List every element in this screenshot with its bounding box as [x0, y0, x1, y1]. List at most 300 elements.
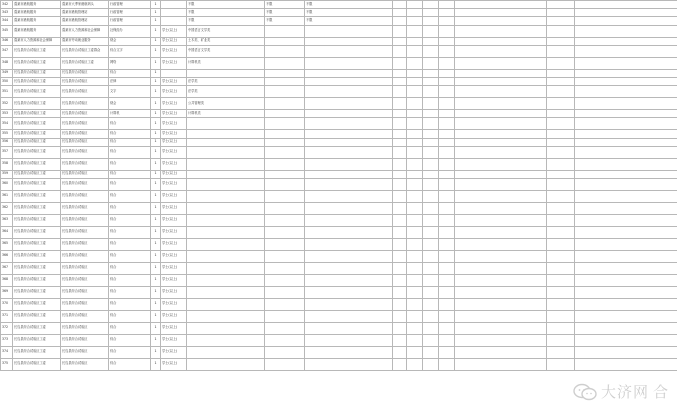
degree-cell: [265, 37, 305, 45]
requirement-cell: [305, 110, 393, 118]
row-index: 344: [1, 17, 13, 25]
field-1-cell: [393, 358, 407, 370]
requirement-cell: [305, 98, 393, 110]
unit-cell: 蓬莱市人力资源和社会保障: [61, 25, 109, 37]
field-2-cell: [407, 146, 423, 158]
major-cell: [187, 226, 265, 238]
degree-cell: [265, 146, 305, 158]
extra-cell: [575, 138, 677, 146]
extra-cell: [575, 322, 677, 334]
field-2-cell: [407, 45, 423, 57]
note-cell: [455, 322, 547, 334]
headcount-cell: 1: [151, 310, 161, 322]
table-row: [1, 1, 677, 9]
degree-cell: [265, 130, 305, 138]
field-3-cell: [423, 9, 439, 17]
degree-cell: [265, 250, 305, 262]
row-index: 358: [1, 158, 13, 170]
table-row: [1, 57, 677, 69]
unit-cell: 长岛县综合试验区: [61, 346, 109, 358]
headcount-cell: 1: [151, 226, 161, 238]
position-cell: 综合: [109, 274, 151, 286]
extra-cell: [575, 9, 677, 17]
note-cell: [455, 226, 547, 238]
major-cell: [187, 322, 265, 334]
headcount-cell: 1: [151, 25, 161, 37]
field-2-cell: [407, 358, 423, 370]
major-cell: [187, 346, 265, 358]
note-cell: [455, 37, 547, 45]
note-cell: [455, 98, 547, 110]
field-1-cell: [393, 310, 407, 322]
position-cell: 综合: [109, 322, 151, 334]
field-3-cell: [423, 118, 439, 130]
table-row: [1, 17, 677, 25]
education-cell: 学士(以上): [161, 214, 187, 226]
field-3-cell: [423, 170, 439, 178]
major-cell: 中国语言文学类: [187, 25, 265, 37]
headcount-cell: 1: [151, 214, 161, 226]
department-cell: 长岛县综合试验区工委: [13, 346, 61, 358]
field-2-cell: [407, 190, 423, 202]
field-1-cell: [393, 9, 407, 17]
row-index: 346: [1, 37, 13, 45]
field-2-cell: [407, 98, 423, 110]
row-index: 345: [1, 25, 13, 37]
requirement-cell: [305, 226, 393, 238]
degree-cell: [265, 69, 305, 77]
education-cell: 学士(以上): [161, 138, 187, 146]
row-index: 352: [1, 98, 13, 110]
requirement-cell: [305, 214, 393, 226]
headcount-cell: 1: [151, 262, 161, 274]
table-body: [1, 1, 677, 371]
field-3-cell: [423, 146, 439, 158]
position-cell: 综合: [109, 138, 151, 146]
unit-cell: 长岛县综合试验区: [61, 110, 109, 118]
education-cell: 学士(以上): [161, 238, 187, 250]
table-row: [1, 86, 677, 98]
extra-cell: [575, 190, 677, 202]
row-index: 363: [1, 214, 13, 226]
row-index: 362: [1, 202, 13, 214]
field-1-cell: [393, 118, 407, 130]
phone-cell: [547, 1, 575, 9]
major-cell: [187, 158, 265, 170]
field-3-cell: [423, 238, 439, 250]
note-cell: [455, 17, 547, 25]
major-cell: [187, 250, 265, 262]
row-index: 343: [1, 9, 13, 17]
department-cell: 长岛县综合试验区工委: [13, 226, 61, 238]
unit-cell: 长岛县综合试验区: [61, 274, 109, 286]
field-2-cell: [407, 158, 423, 170]
field-2-cell: [407, 170, 423, 178]
field-3-cell: [423, 110, 439, 118]
table-row: [1, 358, 677, 370]
headcount-cell: 1: [151, 130, 161, 138]
row-index: 356: [1, 138, 13, 146]
position-cell: 社保经办: [109, 25, 151, 37]
education-cell: 学士(以上): [161, 178, 187, 190]
education-cell: 学士(以上): [161, 334, 187, 346]
education-cell: 学士(以上): [161, 250, 187, 262]
table-row: [1, 130, 677, 138]
row-index: 369: [1, 286, 13, 298]
unit-cell: 蓬莱市大季家港航码头: [61, 1, 109, 9]
degree-cell: [265, 45, 305, 57]
unit-cell: 长岛县综合试验区: [61, 190, 109, 202]
row-index: 361: [1, 190, 13, 202]
department-cell: 长岛县综合试验区工委: [13, 170, 61, 178]
phone-cell: [547, 226, 575, 238]
major-cell: 中国语言文学类: [187, 45, 265, 57]
position-cell: 综合: [109, 130, 151, 138]
major-cell: 计算机类: [187, 57, 265, 69]
department-cell: 长岛县综合试验区工委: [13, 110, 61, 118]
table-row: [1, 25, 677, 37]
field-3-cell: [423, 17, 439, 25]
department-cell: 长岛县综合试验区工委: [13, 130, 61, 138]
field-1-cell: [393, 45, 407, 57]
requirement-cell: 不限: [305, 9, 393, 17]
unit-cell: 长岛县综合试验区: [61, 118, 109, 130]
department-cell: 长岛县综合试验区工委: [13, 69, 61, 77]
major-cell: 不限: [187, 1, 265, 9]
degree-cell: [265, 334, 305, 346]
note-cell: [455, 77, 547, 85]
field-1-cell: [393, 110, 407, 118]
table-row: [1, 298, 677, 310]
requirement-cell: [305, 334, 393, 346]
table-row: [1, 98, 677, 110]
headcount-cell: 1: [151, 170, 161, 178]
position-cell: 综合: [109, 310, 151, 322]
field-1-cell: [393, 346, 407, 358]
major-cell: [187, 286, 265, 298]
degree-cell: [265, 286, 305, 298]
row-index: 372: [1, 322, 13, 334]
field-3-cell: [423, 250, 439, 262]
phone-cell: [547, 286, 575, 298]
requirement-cell: [305, 37, 393, 45]
extra-cell: [575, 37, 677, 45]
field-1-cell: [393, 226, 407, 238]
unit-cell: 蓬莱市港航管理站: [61, 17, 109, 25]
note-cell: [455, 286, 547, 298]
field-4-cell: [439, 9, 455, 17]
field-4-cell: [439, 190, 455, 202]
field-3-cell: [423, 130, 439, 138]
field-1-cell: [393, 202, 407, 214]
education-cell: 学士(以上): [161, 310, 187, 322]
field-1-cell: [393, 37, 407, 45]
phone-cell: [547, 57, 575, 69]
row-index: 366: [1, 250, 13, 262]
row-index: 360: [1, 178, 13, 190]
field-3-cell: [423, 138, 439, 146]
field-3-cell: [423, 262, 439, 274]
unit-cell: 长岛县综合试验区工委: [61, 57, 109, 69]
table-row: [1, 202, 677, 214]
major-cell: [187, 334, 265, 346]
phone-cell: [547, 69, 575, 77]
phone-cell: [547, 118, 575, 130]
major-cell: [187, 274, 265, 286]
field-4-cell: [439, 17, 455, 25]
degree-cell: [265, 98, 305, 110]
degree-cell: [265, 86, 305, 98]
position-cell: 综合: [109, 250, 151, 262]
note-cell: [455, 57, 547, 69]
major-cell: [187, 178, 265, 190]
department-cell: 长岛县综合试验区工委: [13, 322, 61, 334]
note-cell: [455, 146, 547, 158]
field-1-cell: [393, 57, 407, 69]
phone-cell: [547, 298, 575, 310]
education-cell: 学士(以上): [161, 37, 187, 45]
position-cell: 文字: [109, 86, 151, 98]
education-cell: 学士(以上): [161, 45, 187, 57]
degree-cell: [265, 178, 305, 190]
unit-cell: 长岛县综合试验区: [61, 170, 109, 178]
field-1-cell: [393, 77, 407, 85]
department-cell: 长岛县综合试验区工委: [13, 298, 61, 310]
major-cell: [187, 310, 265, 322]
department-cell: 长岛县综合试验区工委: [13, 98, 61, 110]
headcount-cell: 1: [151, 118, 161, 130]
unit-cell: 长岛县综合试验区: [61, 98, 109, 110]
note-cell: [455, 202, 547, 214]
field-4-cell: [439, 274, 455, 286]
field-2-cell: [407, 310, 423, 322]
phone-cell: [547, 110, 575, 118]
extra-cell: [575, 1, 677, 9]
field-1-cell: [393, 286, 407, 298]
education-cell: 学士(以上): [161, 298, 187, 310]
department-cell: 长岛县综合试验区工委: [13, 202, 61, 214]
note-cell: [455, 110, 547, 118]
headcount-cell: 1: [151, 1, 161, 9]
note-cell: [455, 238, 547, 250]
education-cell: [161, 9, 187, 17]
extra-cell: [575, 250, 677, 262]
note-cell: [455, 86, 547, 98]
headcount-cell: 1: [151, 358, 161, 370]
major-cell: [187, 138, 265, 146]
phone-cell: [547, 310, 575, 322]
field-1-cell: [393, 158, 407, 170]
field-4-cell: [439, 25, 455, 37]
field-2-cell: [407, 25, 423, 37]
field-2-cell: [407, 118, 423, 130]
phone-cell: [547, 158, 575, 170]
degree-cell: 不限: [265, 9, 305, 17]
field-2-cell: [407, 298, 423, 310]
requirement-cell: [305, 346, 393, 358]
department-cell: 长岛县综合试验区工委: [13, 86, 61, 98]
position-cell: 综合: [109, 262, 151, 274]
unit-cell: 长岛县综合试验区: [61, 214, 109, 226]
requirement-cell: [305, 250, 393, 262]
unit-cell: 长岛县综合试验区: [61, 334, 109, 346]
extra-cell: [575, 25, 677, 37]
field-3-cell: [423, 178, 439, 190]
extra-cell: [575, 346, 677, 358]
wechat-icon: [573, 383, 597, 401]
table-row: [1, 310, 677, 322]
extra-cell: [575, 286, 677, 298]
extra-cell: [575, 17, 677, 25]
field-1-cell: [393, 262, 407, 274]
major-cell: 不限: [187, 9, 265, 17]
requirement-cell: [305, 69, 393, 77]
note-cell: [455, 214, 547, 226]
degree-cell: [265, 262, 305, 274]
position-cell: 综合: [109, 158, 151, 170]
field-4-cell: [439, 110, 455, 118]
requirement-cell: [305, 170, 393, 178]
education-cell: 学士(以上): [161, 286, 187, 298]
degree-cell: [265, 138, 305, 146]
unit-cell: 长岛县综合试验区: [61, 138, 109, 146]
table-row: [1, 77, 677, 85]
extra-cell: [575, 98, 677, 110]
field-3-cell: [423, 57, 439, 69]
watermark-suffix: 合: [652, 383, 669, 401]
department-cell: 长岛县综合试验区工委: [13, 262, 61, 274]
field-1-cell: [393, 146, 407, 158]
education-cell: 学士(以上): [161, 202, 187, 214]
table-row: [1, 238, 677, 250]
extra-cell: [575, 274, 677, 286]
position-cell: 财会: [109, 98, 151, 110]
headcount-cell: 1: [151, 86, 161, 98]
field-2-cell: [407, 1, 423, 9]
field-4-cell: [439, 86, 455, 98]
extra-cell: [575, 118, 677, 130]
row-index: 359: [1, 170, 13, 178]
field-2-cell: [407, 250, 423, 262]
note-cell: [455, 310, 547, 322]
field-4-cell: [439, 238, 455, 250]
phone-cell: [547, 358, 575, 370]
major-cell: [187, 262, 265, 274]
education-cell: 学士(以上): [161, 130, 187, 138]
note-cell: [455, 69, 547, 77]
unit-cell: 蓬莱市港航管理站: [61, 9, 109, 17]
field-2-cell: [407, 226, 423, 238]
degree-cell: [265, 170, 305, 178]
row-index: 371: [1, 310, 13, 322]
table-row: [1, 9, 677, 17]
degree-cell: [265, 202, 305, 214]
position-cell: 综合: [109, 298, 151, 310]
row-index: 374: [1, 346, 13, 358]
degree-cell: [265, 346, 305, 358]
requirement-cell: [305, 178, 393, 190]
table-row: [1, 37, 677, 45]
row-index: 348: [1, 57, 13, 69]
education-cell: 学士(以上): [161, 358, 187, 370]
field-4-cell: [439, 98, 455, 110]
headcount-cell: 1: [151, 17, 161, 25]
extra-cell: [575, 170, 677, 178]
education-cell: 学士(以上): [161, 346, 187, 358]
extra-cell: [575, 69, 677, 77]
requirement-cell: [305, 286, 393, 298]
requirement-cell: [305, 138, 393, 146]
position-cell: 综合: [109, 178, 151, 190]
department-cell: 长岛县综合试验区工委: [13, 286, 61, 298]
degree-cell: [265, 158, 305, 170]
department-cell: 蓬莱市人力资源和社会保障: [13, 37, 61, 45]
extra-cell: [575, 158, 677, 170]
field-4-cell: [439, 1, 455, 9]
headcount-cell: 1: [151, 57, 161, 69]
education-cell: 学士(以上): [161, 110, 187, 118]
requirement-cell: [305, 77, 393, 85]
major-cell: 公共管理类: [187, 98, 265, 110]
degree-cell: 不限: [265, 17, 305, 25]
phone-cell: [547, 146, 575, 158]
table-row: [1, 274, 677, 286]
requirement-cell: [305, 158, 393, 170]
field-1-cell: [393, 130, 407, 138]
unit-cell: 长岛县综合试验区: [61, 69, 109, 77]
major-cell: 不限: [187, 17, 265, 25]
headcount-cell: 1: [151, 37, 161, 45]
position-cell: 综合文字: [109, 45, 151, 57]
education-cell: [161, 1, 187, 9]
department-cell: 长岛县综合试验区工委: [13, 45, 61, 57]
field-2-cell: [407, 178, 423, 190]
major-cell: [187, 170, 265, 178]
table-row: [1, 226, 677, 238]
phone-cell: [547, 322, 575, 334]
field-4-cell: [439, 37, 455, 45]
major-cell: [187, 358, 265, 370]
major-cell: 法学类: [187, 86, 265, 98]
field-1-cell: [393, 17, 407, 25]
note-cell: [455, 118, 547, 130]
department-cell: 长岛县综合试验区工委: [13, 146, 61, 158]
field-2-cell: [407, 334, 423, 346]
education-cell: 学士(以上): [161, 118, 187, 130]
department-cell: 长岛县综合试验区工委: [13, 77, 61, 85]
field-3-cell: [423, 98, 439, 110]
education-cell: 学士(以上): [161, 170, 187, 178]
field-1-cell: [393, 238, 407, 250]
phone-cell: [547, 334, 575, 346]
field-3-cell: [423, 37, 439, 45]
department-cell: 长岛县综合试验区工委: [13, 310, 61, 322]
extra-cell: [575, 77, 677, 85]
field-1-cell: [393, 86, 407, 98]
headcount-cell: 1: [151, 138, 161, 146]
unit-cell: 长岛县综合试验区: [61, 86, 109, 98]
requirement-cell: [305, 274, 393, 286]
extra-cell: [575, 202, 677, 214]
phone-cell: [547, 262, 575, 274]
field-3-cell: [423, 69, 439, 77]
row-index: 350: [1, 77, 13, 85]
row-index: 355: [1, 130, 13, 138]
position-cell: 综合: [109, 286, 151, 298]
watermark-text: 大济网: [600, 383, 649, 401]
note-cell: [455, 346, 547, 358]
education-cell: 学士(以上): [161, 274, 187, 286]
